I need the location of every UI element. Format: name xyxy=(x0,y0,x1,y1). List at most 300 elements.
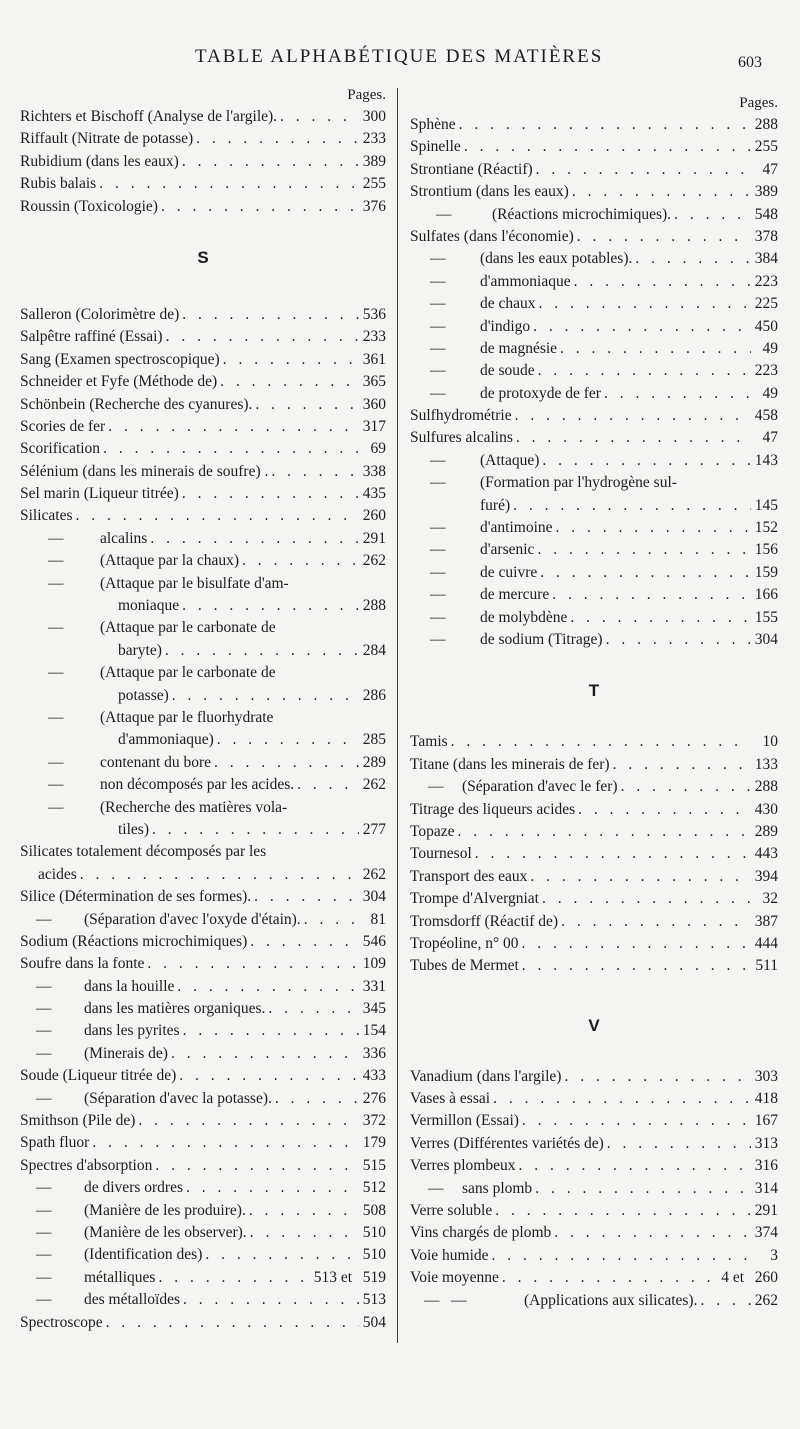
ditto-dash: — xyxy=(36,1268,52,1286)
leader-dots xyxy=(183,1289,359,1311)
leader-dots xyxy=(161,196,359,218)
index-entry xyxy=(410,338,778,360)
entry-page: 361 xyxy=(362,350,386,368)
entry-page: 277 xyxy=(362,820,386,838)
entry-page: 166 xyxy=(754,586,778,604)
index-entry xyxy=(20,640,386,662)
entry-page: 225 xyxy=(754,295,778,313)
index-entry xyxy=(410,911,778,933)
entry-page: 304 xyxy=(362,888,386,906)
leader-dots xyxy=(536,159,751,181)
index-entry xyxy=(20,371,386,393)
ditto-dash: — xyxy=(48,776,64,794)
entry-page: 3 xyxy=(770,1246,778,1264)
index-entry xyxy=(20,953,386,975)
leader-dots xyxy=(249,1200,359,1222)
entry-page: 511 xyxy=(755,957,778,975)
entry-label: Strontiane (Réactif) xyxy=(410,160,533,178)
index-entry xyxy=(20,1043,386,1065)
leader-dots xyxy=(297,774,359,796)
section-letter-t: T xyxy=(588,681,600,701)
leader-dots xyxy=(103,438,359,460)
index-entry xyxy=(20,797,386,819)
index-entry xyxy=(410,204,778,226)
entry-label: Spinelle xyxy=(410,138,461,156)
leader-dots xyxy=(535,1178,751,1200)
leader-dots xyxy=(458,821,751,843)
entry-label: Riffault (Nitrate de potasse) xyxy=(20,130,194,148)
entry-label: Voie humide xyxy=(410,1246,489,1264)
entry-label: Topaze xyxy=(410,822,455,840)
entry-label: Roussin (Toxicologie) xyxy=(20,197,158,215)
index-entry xyxy=(20,1088,386,1110)
entry-page: 378 xyxy=(754,227,778,245)
entry-page: 365 xyxy=(362,373,386,391)
entry-label: Verre soluble xyxy=(410,1202,493,1220)
entry-page: 32 xyxy=(762,890,778,908)
index-entry xyxy=(410,1155,778,1177)
index-entry xyxy=(410,427,778,449)
leader-dots xyxy=(538,360,751,382)
leader-dots xyxy=(183,1020,359,1042)
leader-dots xyxy=(518,1155,751,1177)
entry-page: 313 xyxy=(754,1134,778,1152)
entry-label: Silicates totalement décomposés par les xyxy=(20,843,267,861)
leader-dots xyxy=(205,1244,359,1266)
entry-label: (Séparation d'avec l'oxyde d'étain). xyxy=(84,910,301,928)
index-entry xyxy=(410,181,778,203)
leader-dots xyxy=(564,1066,751,1088)
entry-page: 143 xyxy=(754,451,778,469)
entry-label: Verres (Différentes variétés de) xyxy=(410,1134,604,1152)
entry-page: 152 xyxy=(754,519,778,537)
entry-page: 285 xyxy=(362,731,386,749)
ditto-dash: — xyxy=(430,384,446,402)
entry-label: d'indigo xyxy=(480,317,531,335)
entry-label: Voie moyenne xyxy=(410,1269,499,1287)
index-entry xyxy=(410,248,778,270)
entry-page: 262 xyxy=(754,1291,778,1309)
entry-label: (Réactions microchimiques). xyxy=(492,205,672,223)
ditto-dash: — xyxy=(430,250,446,268)
entry-page: 336 xyxy=(362,1044,386,1062)
pages-header: Pages. xyxy=(347,87,386,103)
entry-page: 262 xyxy=(362,865,386,883)
entry-page: 155 xyxy=(754,608,778,626)
page-title: TABLE ALPHABÉTIQUE DES MATIÈRES xyxy=(195,46,604,67)
leader-dots xyxy=(182,304,359,326)
entry-page: 510 xyxy=(362,1246,386,1264)
entry-label: Spath fluor xyxy=(20,1134,90,1152)
entry-label: (Manière de les produire). xyxy=(84,1201,246,1219)
index-entry xyxy=(410,316,778,338)
ditto-dash: — xyxy=(430,630,446,648)
index-entry xyxy=(410,799,778,821)
entry-page: 233 xyxy=(362,328,386,346)
entry-label: non décomposés par les acides. xyxy=(100,776,295,794)
leader-dots xyxy=(606,629,751,651)
leader-dots xyxy=(522,933,751,955)
ditto-dash: — xyxy=(48,574,64,592)
entry-label: Rubidium (dans les eaux) xyxy=(20,152,179,170)
leader-dots xyxy=(621,776,751,798)
entry-label: Schneider et Fyfe (Méthode de) xyxy=(20,373,218,391)
entry-page: 288 xyxy=(754,116,778,133)
ditto-dash: — xyxy=(48,552,64,570)
leader-dots xyxy=(186,1177,359,1199)
entry-page: 291 xyxy=(362,529,386,547)
entry-label: Verres plombeux xyxy=(410,1157,516,1175)
entry-page: 260 xyxy=(362,507,386,525)
entry-label: Sulfates (dans l'économie) xyxy=(410,227,574,245)
leader-dots xyxy=(158,1267,310,1289)
ditto-dash: — xyxy=(36,977,52,995)
leader-dots xyxy=(250,931,359,953)
entry-page: 331 xyxy=(362,977,386,995)
entry-page: 345 xyxy=(362,1000,386,1018)
leader-dots xyxy=(451,731,751,753)
entry-page: 433 xyxy=(362,1067,386,1085)
entry-label: Salpêtre raffiné (Essai) xyxy=(20,328,163,346)
index-entry xyxy=(20,573,386,595)
index-entry xyxy=(20,1132,386,1154)
leader-dots xyxy=(674,204,751,226)
entry-label: (dans les eaux potables). xyxy=(480,250,633,268)
index-entry xyxy=(410,1178,778,1200)
s-entries-continued-list xyxy=(410,114,778,651)
leader-dots xyxy=(522,955,751,977)
index-entry xyxy=(20,886,386,908)
leader-dots xyxy=(552,584,751,606)
leader-dots xyxy=(280,106,359,128)
index-entry xyxy=(410,1066,778,1088)
leader-dots xyxy=(150,528,359,550)
index-entry xyxy=(410,114,778,136)
entry-page: 317 xyxy=(362,417,386,435)
ditto-dash: — xyxy=(48,753,64,771)
index-entry xyxy=(410,539,778,561)
entry-label: sans plomb xyxy=(462,1179,533,1197)
index-entry xyxy=(410,933,778,955)
ditto-dash: — xyxy=(430,541,446,559)
index-entry xyxy=(20,106,386,128)
ditto-dash: — xyxy=(48,798,64,816)
leader-dots xyxy=(92,1132,359,1154)
leader-dots xyxy=(515,405,751,427)
index-entry xyxy=(410,271,778,293)
leader-dots xyxy=(76,505,359,527)
s-entries-list xyxy=(20,304,386,1334)
index-entry xyxy=(410,1200,778,1222)
entry-label: Schönbein (Recherche des cyanures). xyxy=(20,395,253,413)
entry-label: Vases à essai xyxy=(410,1090,491,1108)
entry-page: 167 xyxy=(754,1112,778,1130)
leader-dots xyxy=(182,483,359,505)
index-entry xyxy=(20,1110,386,1132)
entry-label: de mercure xyxy=(480,586,550,604)
index-entry xyxy=(20,1222,386,1244)
ditto-dash: — xyxy=(430,563,446,581)
entry-page: 435 xyxy=(362,485,386,503)
entry-page: 291 xyxy=(754,1202,778,1220)
entry-label: Rubis balais xyxy=(20,175,97,193)
entry-label: d'ammoniaque xyxy=(480,272,571,290)
entry-label: Salleron (Colorimètre de) xyxy=(20,305,180,323)
index-entry xyxy=(410,405,778,427)
entry-label: Tromsdorff (Réactif de) xyxy=(410,912,559,930)
leader-dots xyxy=(607,1133,751,1155)
entry-page: 233 xyxy=(362,130,386,148)
entry-label: de soude xyxy=(480,362,535,380)
entry-page: 133 xyxy=(754,755,778,773)
entry-label: Sang (Examen spectroscopique) xyxy=(20,350,220,368)
index-entry xyxy=(410,495,778,517)
entry-label: de divers ordres xyxy=(84,1179,183,1197)
entry-page: 288 xyxy=(362,597,386,615)
entry-page: 444 xyxy=(754,934,778,952)
index-entry xyxy=(20,461,386,483)
index-entry xyxy=(20,394,386,416)
index-entry xyxy=(410,360,778,382)
entry-page: 10 xyxy=(762,733,778,751)
left-column xyxy=(20,84,386,1334)
leader-dots xyxy=(459,114,751,136)
column-divider xyxy=(397,88,398,1343)
ditto-dash: — xyxy=(430,608,446,626)
entry-page: 360 xyxy=(362,395,386,413)
leader-dots xyxy=(495,1200,751,1222)
entry-label: d'antimoine xyxy=(480,519,553,537)
ditto-dash: — xyxy=(36,1044,52,1062)
index-entry xyxy=(410,607,778,629)
entry-page: 109 xyxy=(362,955,386,973)
leader-dots xyxy=(250,1222,359,1244)
entry-page: 515 xyxy=(362,1156,386,1174)
leader-dots xyxy=(165,640,359,662)
index-entry xyxy=(20,173,386,195)
ditto-dash: — xyxy=(36,910,52,928)
entry-label: de protoxyde de fer xyxy=(480,384,601,402)
index-entry xyxy=(20,685,386,707)
leader-dots xyxy=(254,886,359,908)
entry-label: de molybdène xyxy=(480,608,568,626)
entry-label: Soufre dans la fonte xyxy=(20,955,145,973)
entry-page: 384 xyxy=(754,250,778,268)
index-entry xyxy=(20,196,386,218)
leader-dots xyxy=(574,271,751,293)
entry-page: 536 xyxy=(362,305,386,323)
entry-label: (Recherche des matières vola- xyxy=(100,798,288,816)
entry-label: (Attaque par le fluorhydrate xyxy=(100,708,274,726)
leader-dots xyxy=(700,1290,751,1312)
ditto-dash: — xyxy=(36,1246,52,1264)
entry-label: (Identification des) xyxy=(84,1246,203,1264)
entry-page: 303 xyxy=(754,1067,778,1085)
leader-dots xyxy=(475,843,751,865)
index-entry xyxy=(20,819,386,841)
entry-label: Spectroscope xyxy=(20,1313,103,1331)
ditto-dash: — xyxy=(430,474,446,492)
leader-dots xyxy=(271,461,359,483)
entry-label: tiles) xyxy=(118,820,149,838)
entry-page: 548 xyxy=(754,205,778,223)
entry-label: Richters et Bischoff (Analyse de l'argile). xyxy=(20,108,278,125)
entry-page: 156 xyxy=(754,541,778,559)
leader-dots xyxy=(464,136,751,158)
entry-page: 223 xyxy=(754,272,778,290)
entry-label: Vanadium (dans l'argile) xyxy=(410,1067,562,1085)
index-entry xyxy=(410,1290,778,1312)
entry-label: (Attaque par la chaux) xyxy=(100,552,240,570)
entry-page: 418 xyxy=(754,1090,778,1108)
ditto-dash: — xyxy=(36,1000,52,1018)
index-entry xyxy=(410,562,778,584)
leader-dots xyxy=(182,151,359,173)
leader-dots xyxy=(502,1267,718,1289)
entry-page: 372 xyxy=(362,1112,386,1130)
entry-label: Sélénium (dans les minerais de soufre) . xyxy=(20,462,269,480)
entry-label: Titrage des liqueurs acides xyxy=(410,800,576,818)
index-entry xyxy=(20,1312,386,1334)
leader-dots xyxy=(166,326,359,348)
entry-label: Spectres d'absorption xyxy=(20,1156,153,1174)
leader-dots xyxy=(572,181,751,203)
entry-label: dans les matières organiques. xyxy=(84,1000,266,1018)
entry-label: baryte) xyxy=(118,641,162,659)
entry-label: (Séparation d'avec la potasse). xyxy=(84,1089,272,1107)
entry-page: 504 xyxy=(362,1313,386,1331)
leader-dots xyxy=(80,864,359,886)
entry-label: Sulfhydrométrie xyxy=(410,407,512,425)
index-entry xyxy=(20,438,386,460)
entry-page: 69 xyxy=(370,440,386,458)
ditto-dash: — xyxy=(430,317,446,335)
ditto-dash: — xyxy=(428,778,444,796)
leader-dots xyxy=(539,293,751,315)
index-entry xyxy=(410,1222,778,1244)
index-entry xyxy=(20,774,386,796)
leader-dots xyxy=(177,976,359,998)
index-entry xyxy=(20,909,386,931)
ditto-dash: — xyxy=(428,1179,444,1197)
right-column xyxy=(410,96,778,1312)
index-entry xyxy=(20,128,386,150)
entry-label: Silicates xyxy=(20,507,73,525)
entry-label: Tropéoline, n° 00 xyxy=(410,934,519,952)
entry-label: d'arsenic xyxy=(480,541,535,559)
leader-dots xyxy=(577,226,751,248)
entry-page-prefix: 4 et xyxy=(721,1269,744,1287)
entry-page: 513 xyxy=(362,1291,386,1309)
entry-label: dans la houille xyxy=(84,977,175,995)
index-entry xyxy=(20,617,386,639)
entry-page: 223 xyxy=(754,362,778,380)
index-entry xyxy=(20,662,386,684)
index-entry xyxy=(20,1020,386,1042)
ditto-dash: — xyxy=(36,1223,52,1241)
index-entry xyxy=(410,866,778,888)
ditto-dash: — xyxy=(430,586,446,604)
index-entry xyxy=(410,136,778,158)
ditto-dash: — xyxy=(48,708,64,726)
leader-dots xyxy=(196,128,359,150)
index-entry xyxy=(20,550,386,572)
entry-label: Sphène xyxy=(410,116,456,133)
entry-label: Scorification xyxy=(20,440,101,458)
entry-page: 47 xyxy=(762,160,778,178)
ditto-dash: — xyxy=(430,451,446,469)
leader-dots xyxy=(275,1088,359,1110)
entry-page: 288 xyxy=(754,778,778,796)
index-entry xyxy=(20,1200,386,1222)
entry-page: 289 xyxy=(754,822,778,840)
leader-dots xyxy=(578,799,751,821)
index-entry xyxy=(410,1133,778,1155)
entry-label: potasse) xyxy=(118,686,169,704)
entry-page: 159 xyxy=(754,563,778,581)
leader-dots xyxy=(635,248,751,270)
leader-dots xyxy=(171,1043,359,1065)
ditto-dash: — xyxy=(48,664,64,682)
index-entry xyxy=(410,1245,778,1267)
leader-dots xyxy=(533,316,751,338)
ditto-dash: — xyxy=(430,272,446,290)
index-entry xyxy=(20,1177,386,1199)
entry-page: 262 xyxy=(362,776,386,794)
entry-label: de chaux xyxy=(480,295,536,313)
entry-page: 376 xyxy=(362,197,386,215)
entry-label: acides xyxy=(38,865,77,883)
index-entry xyxy=(410,293,778,315)
entry-page: 387 xyxy=(754,912,778,930)
index-entry xyxy=(20,595,386,617)
index-entry xyxy=(410,226,778,248)
entry-page: 49 xyxy=(762,384,778,402)
index-entry xyxy=(410,843,778,865)
leader-dots xyxy=(155,1155,359,1177)
leader-dots xyxy=(242,550,359,572)
index-entry xyxy=(20,1065,386,1087)
entry-page: 286 xyxy=(362,686,386,704)
entry-label: moniaque xyxy=(118,597,180,615)
index-entry xyxy=(410,1088,778,1110)
leader-dots xyxy=(217,729,359,751)
index-entry xyxy=(20,304,386,326)
leader-dots xyxy=(570,607,751,629)
entry-page-prefix: 513 et xyxy=(313,1268,352,1286)
entry-page: 145 xyxy=(754,496,778,514)
entry-page: 255 xyxy=(362,175,386,193)
ditto-dash: — xyxy=(436,205,452,223)
section-letter-s: S xyxy=(197,247,209,267)
index-entry xyxy=(410,776,778,798)
index-entry xyxy=(410,629,778,651)
leader-dots xyxy=(513,495,751,517)
entry-page: 389 xyxy=(754,183,778,201)
entry-page: 508 xyxy=(362,1201,386,1219)
index-entry xyxy=(20,1267,386,1289)
leader-dots xyxy=(493,1088,751,1110)
index-entry xyxy=(410,955,778,977)
entry-label: des métalloïdes xyxy=(84,1291,180,1309)
index-entry xyxy=(410,888,778,910)
index-entry xyxy=(410,383,778,405)
index-entry xyxy=(20,976,386,998)
ditto-dash: — xyxy=(36,1089,52,1107)
entry-page: 430 xyxy=(754,800,778,818)
pages-header: Pages. xyxy=(739,95,778,111)
entry-label: Tubes de Mermet xyxy=(410,957,519,975)
